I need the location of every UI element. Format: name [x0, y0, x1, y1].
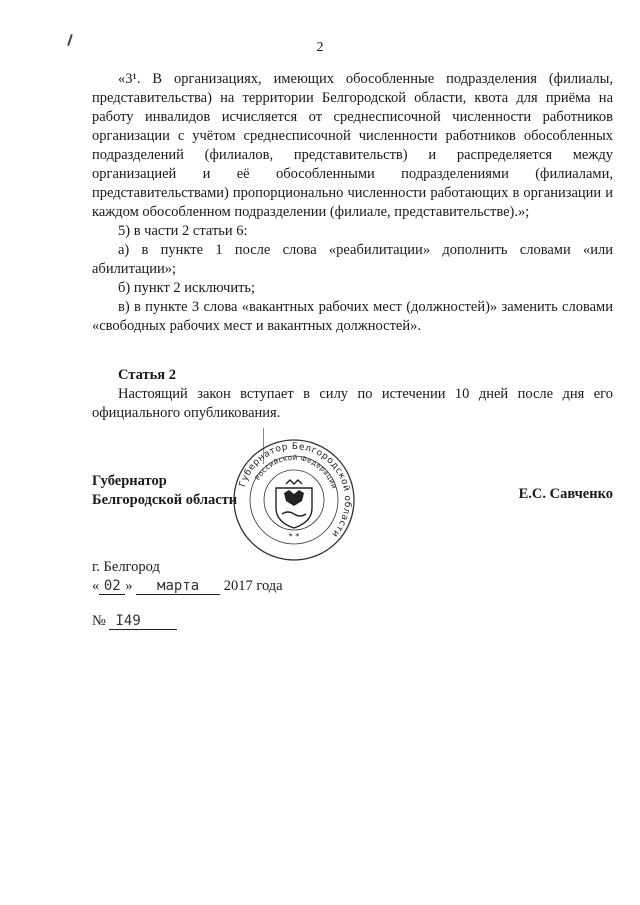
article-text: Настоящий закон вступает в силу по истечении 10 дней после дня его официального опубликования.: [92, 386, 613, 421]
date-month: марта: [136, 578, 220, 595]
svg-text:* *: * *: [288, 532, 300, 541]
article-2: [92, 366, 613, 423]
paragraph-point-v: в) в пункте 3 слова «вакантных рабочих мест (должностей)» заменить словами «свободных рабочих мест и вакантных должностей».: [92, 299, 613, 334]
paragraph-point-b: б) пункт 2 исключить;: [118, 280, 256, 296]
paragraph-quota: «3¹. В организациях, имеющих обособленные подразделения (филиалы, представительства) на территории Белгородской области, квота для приёма на работу инвалидов исчисляется от среднесписочной численности работников организации с учётом среднесписочной численности работников обособленных подразделений (филиалов, представительств) и распределяется между организацией и её обособленными подразделениями (филиалами, представительствами) пропорционально численности работающих в организации и каждом обособленном подразделении (филиале, представительстве).»;: [92, 71, 613, 220]
article-title: Статья 2: [118, 367, 176, 383]
signature-block: [92, 472, 237, 510]
amendment-text: [92, 70, 613, 336]
official-seal: [232, 438, 356, 562]
signing-date: [92, 577, 283, 596]
date-year: 2017 года: [223, 578, 283, 594]
seal-inner-text: Российской Федерации: [253, 453, 339, 491]
paragraph-point-a: а) в пункте 1 после слова «реабилитации» дополнить словами «или абилитации»;: [92, 242, 613, 277]
number-value: I49: [109, 613, 177, 630]
page-number: 2: [316, 40, 324, 55]
signer-name: Е.С. Савченко: [518, 486, 613, 502]
coat-of-arms-icon: [276, 480, 312, 528]
date-open-quote: «: [92, 578, 100, 594]
region-title: Белгородской области: [92, 492, 238, 508]
number-sign: №: [92, 613, 106, 629]
governor-title: Губернатор: [92, 473, 167, 489]
law-number: [92, 612, 283, 631]
date-close-quote: »: [125, 578, 133, 594]
paragraph-part-2: 5) в части 2 статьи 6:: [118, 223, 248, 239]
place-date-block: [92, 558, 283, 631]
seal-outer-text: Губернатор Белгородской области: [237, 441, 353, 540]
city: г. Белгород: [92, 559, 160, 575]
date-day: 02: [99, 578, 125, 595]
